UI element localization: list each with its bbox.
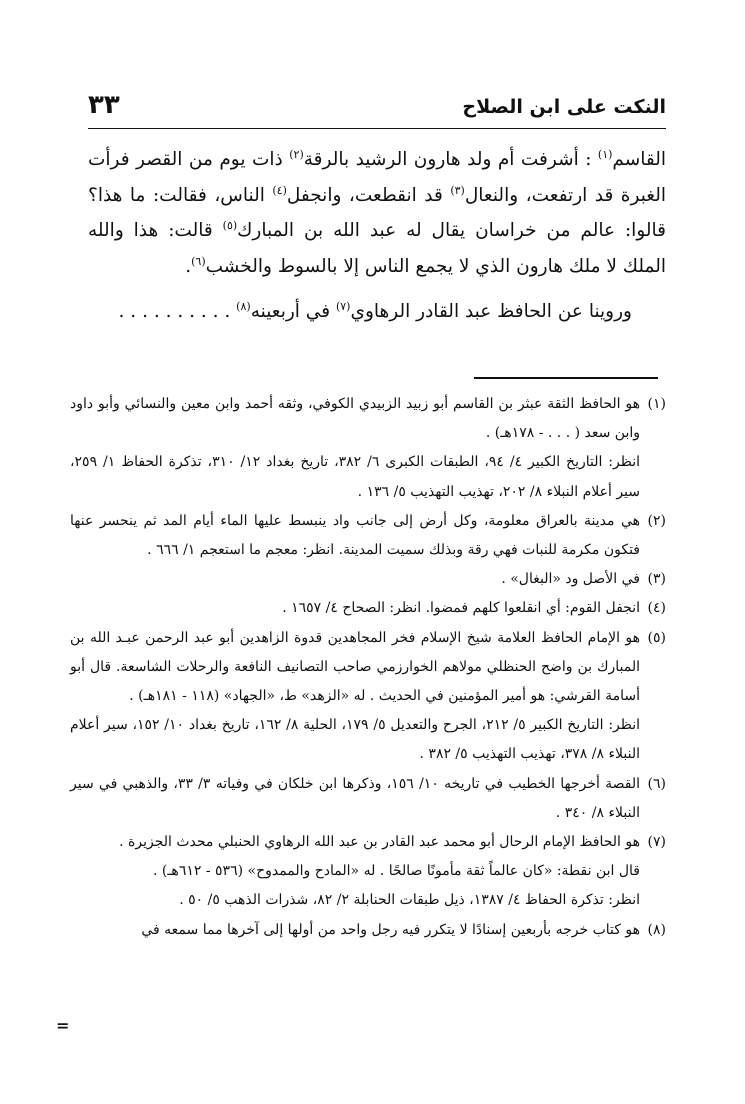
text-run: . <box>185 255 192 277</box>
footnote-5 <box>70 624 666 770</box>
footnote-ref: (٦) <box>191 254 206 268</box>
text-run: وروينا عن الحافظ عبد القادر الرهاوي <box>350 301 632 322</box>
page-number: ٣٣ <box>88 90 120 120</box>
footnote-text: هو الإمام الحافظ العلامة شيخ الإسلام فخر المجاهدين قدوة الزاهدين أبو عبد الرحمن عبـد الله بن المبارك بن واضح الحنظلي مولاهم الخوارزمي صاحب التصانيف النافعة والرحلات الشاسعة. قال أبو أسامة القرشي: هو أمير المؤمنين في الحديث . له «الزهد» ط، «الجهاد» (١١٨ - ١٨١هـ) . <box>70 629 640 705</box>
footnote-ref: (٧) <box>335 299 351 313</box>
footnote-3 <box>70 565 666 594</box>
continuation-mark: = <box>56 1016 70 1035</box>
footnote-number: (٨) <box>647 921 666 938</box>
main-paragraph-1 <box>88 142 666 284</box>
footnote-number: (١) <box>647 396 666 412</box>
footnote-7 <box>70 828 666 916</box>
footnote-text: القصة أخرجها الخطيب في تاريخه ١٠/ ١٥٦، وذكرها ابن خلكان في وفياته ٣/ ٣٣، والذهبي في سير النبلاء ٨/ ٣٤٠ . <box>70 775 641 821</box>
footnote-ref: (٢) <box>289 147 304 161</box>
footnote-1 <box>70 390 666 507</box>
footnote-number: (٦) <box>647 775 666 792</box>
footnote-ref: (٣) <box>450 183 465 197</box>
footnote-text: انجفل القوم: أي انقلعوا كلهم فمضوا. انظر: الصحاح ٤/ ١٦٥٧ . <box>282 600 640 617</box>
page-header <box>88 88 666 129</box>
footnote-8 <box>70 916 666 945</box>
footnote-text: هو الحافظ الإمام الرحال أبو محمد عبد القادر بن عبد الله الرهاوي الحنبلي محدث الجزيرة . <box>119 834 640 851</box>
footnotes <box>70 390 666 945</box>
footnote-number: (٥) <box>647 629 666 646</box>
footnote-number: (٧) <box>647 834 666 851</box>
footnote-6 <box>70 770 666 828</box>
footnote-text: انظر: التاريخ الكبير ٥/ ٢١٢، الجرح والتعديل ٥/ ١٧٩، الحلية ٨/ ١٦٢، تاريخ بغداد ١٠/ ١٥٢، سير أعلام النبلاء ٨/ ٣٧٨، تهذيب التهذيب ٥/ ٣٨٢ . <box>70 717 641 763</box>
main-paragraph-2 <box>88 294 666 330</box>
text-run: الناس، فقالت: ما هذا؟ قالوا: عالم من خراسان يقال له عبد الله بن المبارك <box>88 184 666 241</box>
footnote-text: هو كتاب خرجه بأربعين إسنادًا لا يتكرر فيه رجل واحد من أولها إلى آخرها مما سمعه في <box>141 921 640 938</box>
main-text <box>88 142 666 330</box>
text-run: في أربعينه <box>250 301 336 322</box>
footnote-text: هي مدينة بالعراق معلومة، وكل أرض إلى جانب واد ينبسط عليها الماء أيام المد ثم ينحسر عنها فتكون مكرمة للنبات فهي رقة وبذلك سميت المدينة. انظر: معجم ما استعجم ١/ ٦٦٦ . <box>70 512 640 559</box>
footnote-ref: (٥) <box>222 218 238 232</box>
footnote-ref: (١) <box>597 147 613 161</box>
footnote-ref: (٤) <box>272 183 287 197</box>
footnote-4 <box>70 594 666 623</box>
running-title: النكت على ابن الصلاح <box>462 96 666 118</box>
footnote-separator <box>474 377 658 379</box>
footnote-number: (٣) <box>647 571 666 588</box>
footnote-2 <box>70 507 666 565</box>
text-run: . . . . . . . . . . <box>118 301 237 322</box>
footnote-number: (٢) <box>647 512 666 529</box>
footnote-number: (٤) <box>647 600 666 617</box>
text-run: قالت: هذا والله الملك لا ملك هارون الذي لا يجمع الناس إلا بالسوط والخشب <box>88 220 666 277</box>
footnote-text: انظر: التاريخ الكبير ٤/ ٩٤، الطبقات الكبرى ٦/ ٣٨٢، تاريخ بغداد ١٢/ ٣١٠، تذكرة الحفاظ ١/ ٢٥٩، سير أعلام النبلاء ٨/ ٢٠٢، تهذيب التهذيب ٥/ ١٣٦ . <box>70 454 641 500</box>
text-run: القاسم <box>612 149 667 170</box>
footnote-text: قال ابن نقطة: «كان عالماً ثقة مأمونًا صالحًا . له «المادح والممدوح» (٥٣٦ - ٦١٢هـ) . <box>152 863 640 880</box>
footnote-ref: (٨) <box>236 299 251 313</box>
footnote-text: هو الحافظ الثقة عبثر بن القاسم أبو زبيد الزبيدي الكوفي، وثقه أحمد وابن معين والنسائي وأبو داود وابن سعد ( . . . - ١٧٨هـ) . <box>70 396 640 442</box>
text-run: قد انقطعت، وانجفل <box>286 184 451 206</box>
footnote-text: في الأصل ود «البغال» . <box>501 571 640 588</box>
text-run: ذات يوم من القصر فرأت الغبرة قد ارتفعت، والنعال <box>88 149 666 206</box>
text-run: : أشرفت أم ولد هارون الرشيد بالرقة <box>303 149 598 170</box>
footnote-text: انظر: تذكرة الحفاظ ٤/ ١٣٨٧، ذيل طبقات الحنابلة ٢/ ٨٢، شذرات الذهب ٥/ ٥٠ . <box>179 892 640 909</box>
